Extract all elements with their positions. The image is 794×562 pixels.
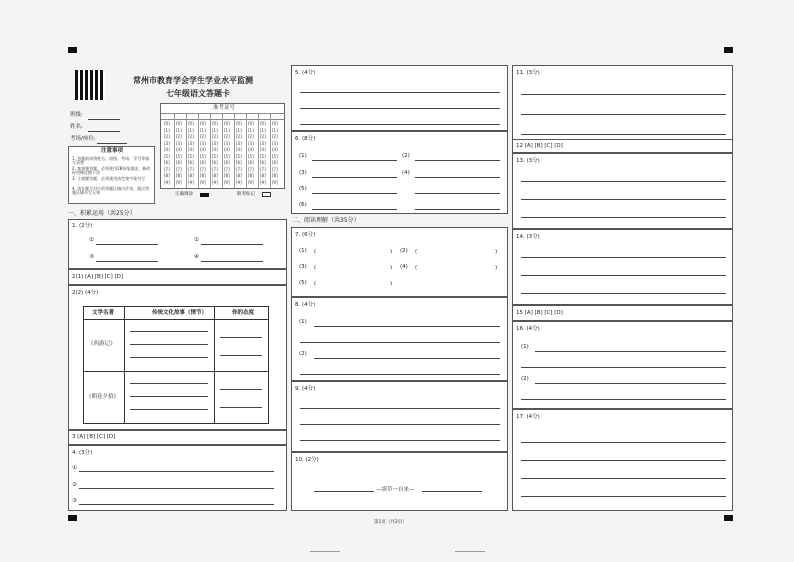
notice-item: 2. 客观题答题，必须使用2B铅笔填涂，修改时用橡皮擦干净 [72, 166, 151, 175]
q8-label: 8. (4分) [295, 302, 316, 308]
answer-line[interactable] [130, 409, 208, 410]
q2-2-panel [68, 285, 287, 430]
answer-line[interactable] [130, 357, 208, 358]
exam-number-bubble[interactable]: [7] [248, 166, 254, 172]
answer-line[interactable] [314, 358, 500, 359]
answer-line[interactable] [521, 293, 726, 294]
exam-number-bubble[interactable]: [6] [200, 160, 206, 165]
exam-number-bubble[interactable]: [7] [188, 166, 194, 172]
exam-number-bubble[interactable]: [1] [176, 127, 182, 133]
answer-line[interactable] [300, 440, 500, 441]
q10-panel [291, 452, 508, 511]
grid-divider [234, 113, 235, 188]
table-row-label: 《朝花夕拾》 [86, 394, 120, 400]
exam-number-bubble[interactable]: [7] [176, 166, 182, 172]
q2-2-table [83, 306, 269, 424]
q14-label: 14. (3分) [516, 234, 540, 240]
answer-line[interactable] [521, 496, 726, 497]
q12-choices[interactable]: 12 [A] [B] [C] [D] [516, 143, 563, 149]
exam-number-bubble[interactable]: [5] [236, 153, 242, 159]
q12-panel [512, 139, 733, 153]
exam-number-bubble[interactable]: [5] [224, 153, 230, 159]
table-header: 你的态度 [232, 310, 255, 316]
q4-line-3[interactable] [79, 504, 274, 505]
q6-label: 6. (8分) [295, 136, 316, 142]
q7-item: (2) [400, 248, 408, 254]
exam-number-bubble[interactable]: [8] [200, 173, 206, 178]
q6-item: (3) [299, 170, 307, 176]
answer-line[interactable] [220, 407, 262, 408]
q16-item: (2) [521, 376, 529, 382]
q6-item: (2) [402, 153, 410, 159]
exam-number-bubble[interactable]: [4] [260, 147, 266, 152]
q1-blank-2[interactable] [201, 244, 263, 245]
table-header: 传统文化故事（情节） [152, 310, 208, 316]
exam-number-bubble[interactable]: [8] [188, 173, 194, 178]
exam-number-bubble[interactable]: [8] [164, 173, 170, 178]
answer-line[interactable] [300, 92, 500, 93]
q8-item: (1) [299, 319, 307, 325]
exam-number-bubble[interactable]: [2] [248, 134, 254, 139]
answer-line[interactable] [300, 424, 500, 425]
exam-number-bubble[interactable]: [3] [236, 140, 242, 146]
footer-rule [455, 551, 485, 552]
exam-number-bubble[interactable]: [7] [272, 166, 278, 172]
exam-number-bubble[interactable]: [4] [164, 147, 170, 152]
exam-number-bubble[interactable]: [7] [224, 166, 230, 172]
q1-blank-marker: ③ [89, 254, 94, 260]
exam-number-bubble[interactable]: [5] [260, 153, 266, 159]
exam-number-bubble[interactable]: [2] [188, 134, 194, 139]
grid-divider [246, 113, 247, 188]
grid-divider [222, 113, 223, 188]
answer-line[interactable] [535, 351, 726, 352]
q1-blank-4[interactable] [201, 261, 263, 262]
q5-panel [291, 65, 508, 131]
q4-blank-marker: ② [72, 482, 77, 488]
answer-line[interactable] [521, 367, 726, 368]
q16-panel [512, 321, 733, 409]
answer-line[interactable] [521, 181, 726, 182]
exam-number-bubble[interactable]: [4] [188, 147, 194, 152]
q5-label: 5. (4分) [295, 70, 316, 76]
exam-number-bubble[interactable]: [7] [212, 166, 218, 172]
notice-title: 注意事项 [101, 148, 124, 154]
exam-number-bubble[interactable]: [3] [260, 140, 266, 146]
exam-number-grid [160, 103, 285, 189]
q1-blank-marker: ① [89, 237, 94, 243]
q1-label: 1. (2分) [72, 223, 93, 229]
q4-line-2[interactable] [79, 488, 274, 489]
exam-number-bubble[interactable]: [9] [224, 179, 230, 185]
q10-center-text: —填草一自来— [376, 487, 415, 493]
q14-panel [512, 229, 733, 305]
grid-divider [198, 113, 199, 188]
q11-label: 11. (3分) [516, 70, 540, 76]
q9-label: 9. (4分) [295, 386, 316, 392]
answer-line[interactable] [130, 396, 208, 397]
answer-line[interactable] [300, 408, 500, 409]
exam-number-bubble[interactable]: [9] [176, 179, 182, 185]
q1-blank-marker: ④ [194, 254, 199, 260]
answer-line[interactable] [312, 193, 397, 194]
registration-mark [724, 47, 733, 53]
exam-number-bubble[interactable]: [1] [236, 127, 242, 133]
exam-number-bubble[interactable]: [5] [164, 153, 170, 159]
exam-number-bubble[interactable]: [8] [224, 173, 230, 178]
exam-number-bubble[interactable]: [3] [164, 140, 170, 146]
q17-label: 17. (4分) [516, 414, 540, 420]
q7-item: (1) [299, 248, 307, 254]
q6-panel [291, 131, 508, 214]
answer-line[interactable] [422, 491, 482, 492]
exam-number-bubble[interactable]: [0] [164, 121, 170, 126]
exam-number-bubble[interactable]: [4] [272, 147, 278, 152]
notice-box [68, 146, 155, 204]
answer-line[interactable] [220, 337, 262, 338]
exam-number-bubble[interactable]: [0] [212, 121, 218, 126]
answer-line[interactable] [130, 331, 208, 332]
exam-number-bubble[interactable]: [4] [248, 147, 254, 152]
registration-mark [68, 515, 77, 521]
exam-number-bubble[interactable]: [1] [200, 127, 206, 133]
answer-line[interactable] [535, 383, 726, 384]
exam-number-bubble[interactable]: [2] [164, 134, 170, 139]
exam-number-bubble[interactable]: [2] [212, 134, 218, 139]
exam-number-bubble[interactable]: [2] [236, 134, 242, 139]
q2-1-panel [68, 269, 287, 285]
exam-number-bubble[interactable]: [6] [236, 160, 242, 165]
q10-label: 10. (2分) [295, 457, 319, 463]
q9-panel [291, 381, 508, 452]
exam-number-bubble[interactable]: [4] [236, 147, 242, 152]
answer-line[interactable] [314, 326, 500, 327]
exam-number-bubble[interactable]: [8] [248, 173, 254, 178]
answer-line[interactable] [521, 94, 726, 95]
q7-item: (3) [299, 264, 307, 270]
exam-number-bubble[interactable]: [6] [164, 160, 170, 165]
grid-divider [174, 113, 175, 188]
exam-number-bubble[interactable]: [3] [248, 140, 254, 146]
exam-number-bubble[interactable]: [7] [164, 166, 170, 172]
q7-item: (5) [299, 280, 307, 286]
exam-number-bubble[interactable]: [6] [212, 160, 218, 165]
registration-mark [68, 47, 77, 53]
answer-line[interactable] [220, 355, 262, 356]
exam-number-bubble[interactable]: [5] [248, 153, 254, 159]
exam-number-bubble[interactable]: [2] [176, 134, 182, 139]
q7-label: 7. (6分) [295, 232, 316, 238]
q6-item: (5) [299, 186, 307, 192]
answer-line[interactable] [521, 114, 726, 115]
exam-number-bubble[interactable]: [8] [272, 173, 278, 178]
answer-line[interactable] [521, 134, 726, 135]
table-header: 文学名著 [92, 310, 115, 316]
grid-divider [210, 113, 211, 188]
answer-line[interactable] [521, 399, 726, 400]
notice-item: 4. 请在题号对应的答题区域内作答，超出答题区域书写无效 [72, 186, 150, 195]
exam-number-bubble[interactable]: [3] [272, 140, 278, 146]
q4-label: 4. (3分) [72, 450, 93, 456]
exam-number-bubble[interactable]: [5] [212, 153, 218, 159]
answer-line[interactable] [415, 160, 500, 161]
exam-number-bubble[interactable]: [0] [224, 121, 230, 126]
answer-line[interactable] [521, 257, 726, 258]
q7-item: (4) [400, 264, 408, 270]
q6-item: (6) [299, 202, 307, 208]
q4-line-1[interactable] [79, 471, 274, 472]
sheet-subtitle: 七年级语文答题卡 [166, 89, 230, 98]
exam-number-bubble[interactable]: [2] [272, 134, 278, 139]
q8-panel [291, 297, 508, 381]
exam-number-bubble[interactable]: [0] [200, 121, 206, 126]
exam-number-bubble[interactable]: [2] [260, 134, 266, 139]
exam-number-bubble[interactable]: [7] [200, 166, 206, 172]
answer-line[interactable] [220, 389, 262, 390]
exam-number-bubble[interactable]: [9] [260, 179, 266, 185]
seat-field[interactable] [97, 143, 127, 144]
exam-number-bubble[interactable]: [0] [260, 121, 266, 126]
name-label: 姓名: [70, 124, 83, 130]
exam-number-bubble[interactable]: [5] [188, 153, 194, 159]
exam-number-bubble[interactable]: [0] [236, 121, 242, 126]
answer-line[interactable] [521, 199, 726, 200]
exam-number-bubble[interactable]: [8] [236, 173, 242, 178]
sheet-title: 常州市教育学会学生学业水平监测 [133, 76, 253, 85]
exam-number-bubble[interactable]: [1] [260, 127, 266, 133]
grid-divider [270, 113, 271, 188]
grid-divider [258, 113, 259, 188]
answer-line[interactable] [415, 209, 500, 210]
exam-number-bubble[interactable]: [7] [236, 166, 242, 172]
answer-line[interactable] [521, 275, 726, 276]
answer-line[interactable] [300, 342, 500, 343]
answer-line[interactable] [521, 217, 726, 218]
answer-line[interactable] [314, 491, 374, 492]
answer-line[interactable] [312, 177, 397, 178]
exam-number-bubble[interactable]: [3] [176, 140, 182, 146]
table-row-label: 《西游记》 [88, 341, 116, 347]
exam-number-bubble[interactable]: [3] [224, 140, 230, 146]
exam-number-bubble[interactable]: [5] [272, 153, 278, 159]
exam-number-bubble[interactable]: [6] [260, 160, 266, 165]
q2-2-label: 2(2) (4分) [72, 290, 99, 296]
exam-number-bubble[interactable]: [4] [212, 147, 218, 152]
exam-number-bubble[interactable]: [4] [200, 147, 206, 152]
exam-number-bubble[interactable]: [8] [176, 173, 182, 178]
exam-number-bubble[interactable]: [3] [200, 140, 206, 146]
exam-number-bubble[interactable]: [4] [224, 147, 230, 152]
notice-item: 3. 主观题答题，必须使用黑色签字笔书写 [72, 176, 146, 181]
exam-number-bubble[interactable]: [6] [224, 160, 230, 165]
exam-number-bubble[interactable]: [1] [248, 127, 254, 133]
exam-number-bubble[interactable]: [0] [248, 121, 254, 126]
answer-line[interactable] [130, 383, 208, 384]
exam-number-bubble[interactable]: [6] [176, 160, 182, 165]
q16-label: 16. (4分) [516, 326, 540, 332]
exam-number-bubble[interactable]: [6] [272, 160, 278, 165]
exam-number-bubble[interactable]: [2] [224, 134, 230, 139]
exam-number-bubble[interactable]: [4] [176, 147, 182, 152]
exam-number-bubble[interactable]: [9] [164, 179, 170, 185]
q4-panel [68, 445, 287, 511]
exam-number-bubble[interactable]: [5] [200, 153, 206, 159]
answer-line[interactable] [312, 160, 397, 161]
class-label: 班级: [70, 112, 83, 118]
q4-blank-marker: ③ [72, 498, 77, 504]
q13-panel [512, 153, 733, 229]
q3-choices[interactable]: 3 [A] [B] [C] [D] [72, 434, 116, 440]
exam-number-bubble[interactable]: [1] [164, 127, 170, 133]
exam-number-bubble[interactable]: [9] [200, 179, 206, 185]
q15-choices[interactable]: 15 [A] [B] [C] [D] [516, 310, 563, 316]
exam-number-bubble[interactable]: [8] [212, 173, 218, 178]
exam-number-bubble[interactable]: [9] [272, 179, 278, 185]
exam-number-bubble[interactable]: [6] [248, 160, 254, 165]
section2-heading: 二、阅读理解（共35分） [292, 217, 360, 224]
name-field[interactable] [88, 131, 120, 132]
class-field[interactable] [88, 119, 120, 120]
q6-item: (1) [299, 153, 307, 159]
seat-label: 考场/座位: [70, 136, 96, 142]
q1-blank-marker: ② [194, 237, 199, 243]
q1-blank-1[interactable] [96, 244, 158, 245]
answer-line[interactable] [521, 460, 726, 461]
exam-number-bubble[interactable]: [0] [188, 121, 194, 126]
exam-number-bubble[interactable]: [5] [176, 153, 182, 159]
answer-line[interactable] [300, 124, 500, 125]
answer-line[interactable] [521, 442, 726, 443]
exam-number-bubble[interactable]: [0] [272, 121, 278, 126]
exam-number-bubble[interactable]: [3] [212, 140, 218, 146]
answer-line[interactable] [300, 374, 500, 375]
exam-number-bubble[interactable]: [0] [176, 121, 182, 126]
exam-number-bubble[interactable]: [9] [236, 179, 242, 185]
answer-line[interactable] [130, 344, 208, 345]
q7-panel: 7. (6分) (1) ( ) (2) ( ) (3) ( ) (4) ( ) (5) ( ) [291, 227, 508, 297]
absent-mark-label: 缺考标记 [237, 192, 255, 197]
exam-number-bubble[interactable]: [2] [200, 134, 206, 139]
notice-item: 1. 答题前请将姓名、班级、考场、学号等填写清楚 [72, 156, 150, 165]
exam-number-bubble[interactable]: [3] [188, 140, 194, 146]
exam-number-bubble[interactable]: [1] [212, 127, 218, 133]
q1-blank-3[interactable] [96, 261, 158, 262]
page-number: 第1页（共2页） [374, 520, 407, 525]
q6-item: (4) [402, 170, 410, 176]
q17-panel [512, 409, 733, 511]
q3-panel [68, 430, 287, 445]
registration-mark [724, 515, 733, 521]
q15-panel [512, 305, 733, 321]
exam-number-label: 准考证号 [213, 105, 236, 111]
answer-line[interactable] [415, 177, 500, 178]
exam-number-bubble[interactable]: [1] [272, 127, 278, 133]
exam-number-bubble[interactable]: [1] [224, 127, 230, 133]
q8-item: (2) [299, 351, 307, 357]
answer-line[interactable] [415, 193, 500, 194]
correct-fill-swatch [200, 193, 209, 197]
q2-1-choices[interactable]: 2(1) [A] [B] [C] [D] [72, 274, 124, 280]
exam-number-bubble[interactable]: [7] [260, 166, 266, 172]
answer-line[interactable] [300, 108, 500, 109]
answer-line[interactable] [521, 478, 726, 479]
exam-number-bubble[interactable]: [9] [188, 179, 194, 185]
exam-number-bubble[interactable]: [9] [248, 179, 254, 185]
answer-line[interactable] [312, 209, 397, 210]
q16-item: (1) [521, 344, 529, 350]
footer-rule [310, 551, 340, 552]
section1-heading: 一、积累运用（共25分） [68, 210, 136, 217]
exam-number-bubble[interactable]: [1] [188, 127, 194, 133]
q1-panel [68, 219, 287, 269]
absent-mark-checkbox[interactable] [262, 192, 271, 197]
q4-blank-marker: ① [72, 465, 77, 471]
exam-number-bubble[interactable]: [6] [188, 160, 194, 165]
exam-number-bubble[interactable]: [8] [260, 173, 266, 178]
exam-number-bubble[interactable]: [9] [212, 179, 218, 185]
grid-divider [186, 113, 187, 188]
q13-label: 13. (3分) [516, 158, 540, 164]
qr-code [75, 70, 105, 100]
correct-fill-label: 正确填涂 [175, 192, 193, 197]
